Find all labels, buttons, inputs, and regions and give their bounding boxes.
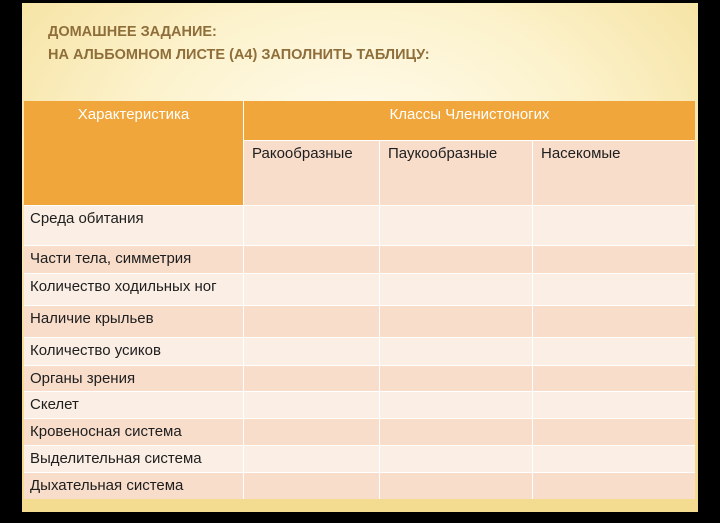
slide-title bbox=[48, 21, 430, 67]
row-label: Органы зрения bbox=[24, 366, 243, 391]
answer-cell bbox=[244, 473, 379, 499]
row-label: Количество усиков bbox=[24, 338, 243, 365]
answer-cell bbox=[244, 274, 379, 305]
answer-cell bbox=[380, 366, 532, 391]
row-label: Дыхательная система bbox=[24, 473, 243, 499]
arthropods-table bbox=[24, 101, 695, 499]
answer-cell bbox=[533, 392, 695, 418]
answer-cell bbox=[244, 206, 379, 245]
answer-cell bbox=[533, 338, 695, 365]
answer-cell bbox=[533, 306, 695, 337]
answer-cell bbox=[380, 306, 532, 337]
answer-cell bbox=[244, 419, 379, 445]
row-label: Наличие крыльев bbox=[24, 306, 243, 337]
answer-cell bbox=[380, 338, 532, 365]
row-label: Кровеносная система bbox=[24, 419, 243, 445]
row-label: Скелет bbox=[24, 392, 243, 418]
answer-cell bbox=[380, 274, 532, 305]
answer-cell bbox=[380, 446, 532, 472]
answer-cell bbox=[533, 446, 695, 472]
answer-cell bbox=[380, 392, 532, 418]
answer-cell bbox=[244, 392, 379, 418]
answer-cell bbox=[244, 246, 379, 273]
row-label: Части тела, симметрия bbox=[24, 246, 243, 273]
answer-cell bbox=[380, 419, 532, 445]
column-header-insects: Насекомые bbox=[533, 141, 695, 205]
row-label: Среда обитания bbox=[24, 206, 243, 245]
column-header-arachnids: Паукообразные bbox=[380, 141, 532, 205]
answer-cell bbox=[533, 246, 695, 273]
answer-cell bbox=[244, 338, 379, 365]
answer-cell bbox=[533, 206, 695, 245]
title-line-2: НА АЛЬБОМНОМ ЛИСТЕ (А4) ЗАПОЛНИТЬ ТАБЛИЦУ: bbox=[48, 47, 430, 63]
answer-cell bbox=[380, 246, 532, 273]
slide bbox=[22, 3, 698, 512]
header-arthropod-classes: Классы Членистоногих bbox=[244, 101, 695, 140]
answer-cell bbox=[244, 446, 379, 472]
answer-cell bbox=[380, 206, 532, 245]
row-label: Количество ходильных ног bbox=[24, 274, 243, 305]
answer-cell bbox=[244, 306, 379, 337]
column-header-crustaceans: Ракообразные bbox=[244, 141, 379, 205]
answer-cell bbox=[533, 473, 695, 499]
answer-cell bbox=[533, 274, 695, 305]
title-line-1: ДОМАШНЕЕ ЗАДАНИЕ: bbox=[48, 24, 217, 40]
answer-cell bbox=[244, 366, 379, 391]
row-label: Выделительная система bbox=[24, 446, 243, 472]
answer-cell bbox=[533, 366, 695, 391]
header-characteristic: Характеристика bbox=[24, 101, 243, 205]
answer-cell bbox=[380, 473, 532, 499]
answer-cell bbox=[533, 419, 695, 445]
